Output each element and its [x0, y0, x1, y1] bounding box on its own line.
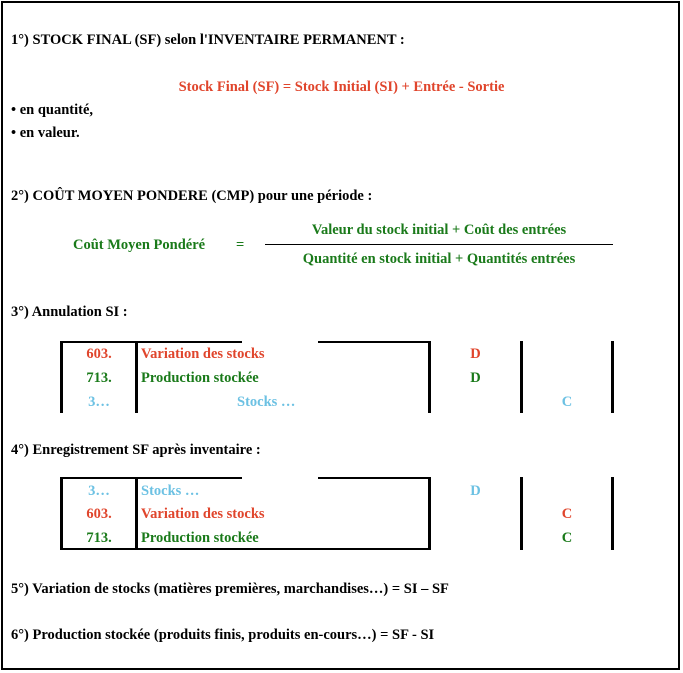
entry-top-right-line	[318, 477, 431, 479]
section-1-title: 1°) STOCK FINAL (SF) selon l'INVENTAIRE PERMANENT :	[11, 32, 405, 48]
stock-final-formula: Stock Final (SF) = Stock Initial (SI) + Entrée - Sortie	[178, 79, 505, 95]
entry-top-right-line	[318, 341, 431, 343]
account-label: Stocks …	[141, 483, 200, 499]
entry-right-border	[611, 477, 614, 550]
account-number: 3…	[88, 483, 110, 499]
entry-account-divider	[135, 341, 138, 413]
account-number: 713.	[86, 530, 112, 546]
credit-mark: C	[561, 506, 573, 522]
section-3-title: 3°) Annulation SI :	[11, 304, 128, 320]
cmp-numerator: Valeur du stock initial + Coût des entrées	[311, 222, 567, 238]
entry-top-left-line	[60, 341, 242, 343]
debit-mark: D	[470, 483, 481, 499]
entry-top-left-line	[60, 477, 242, 479]
section-2-title: 2°) COÛT MOYEN PONDERE (CMP) pour une période :	[11, 188, 373, 204]
cmp-denominator: Quantité en stock initial + Quantités entrées	[302, 251, 576, 267]
entry-account-divider	[135, 477, 138, 550]
account-label: Variation des stocks	[141, 506, 265, 522]
account-number: 713.	[86, 370, 112, 386]
entry-right-border	[611, 341, 614, 413]
account-label: Production stockée	[141, 530, 259, 546]
bullet-valeur: • en valeur.	[11, 125, 80, 141]
credit-mark: C	[561, 530, 573, 546]
debit-mark: D	[470, 370, 481, 386]
account-number: 603.	[86, 346, 112, 362]
entry-bottom-line	[60, 548, 431, 550]
account-label: Stocks …	[237, 394, 296, 410]
cmp-label: Coût Moyen Pondéré	[73, 237, 206, 253]
section-5-text: 5°) Variation de stocks (matières premières, marchandises…) = SI – SF	[11, 581, 449, 597]
credit-mark: C	[561, 394, 573, 410]
account-number: 3…	[88, 394, 110, 410]
section-4-title: 4°) Enregistrement SF après inventaire :	[11, 442, 261, 458]
debit-mark: D	[470, 346, 481, 362]
account-label: Variation des stocks	[141, 346, 265, 362]
bullet-quantite: • en quantité,	[11, 102, 94, 118]
page-frame	[1, 1, 680, 670]
cmp-equals: =	[236, 237, 245, 253]
account-number: 603.	[86, 506, 112, 522]
fraction-bar	[265, 244, 613, 245]
account-label: Production stockée	[141, 370, 259, 386]
section-6-text: 6°) Production stockée (produits finis, produits en-cours…) = SF - SI	[11, 627, 435, 643]
